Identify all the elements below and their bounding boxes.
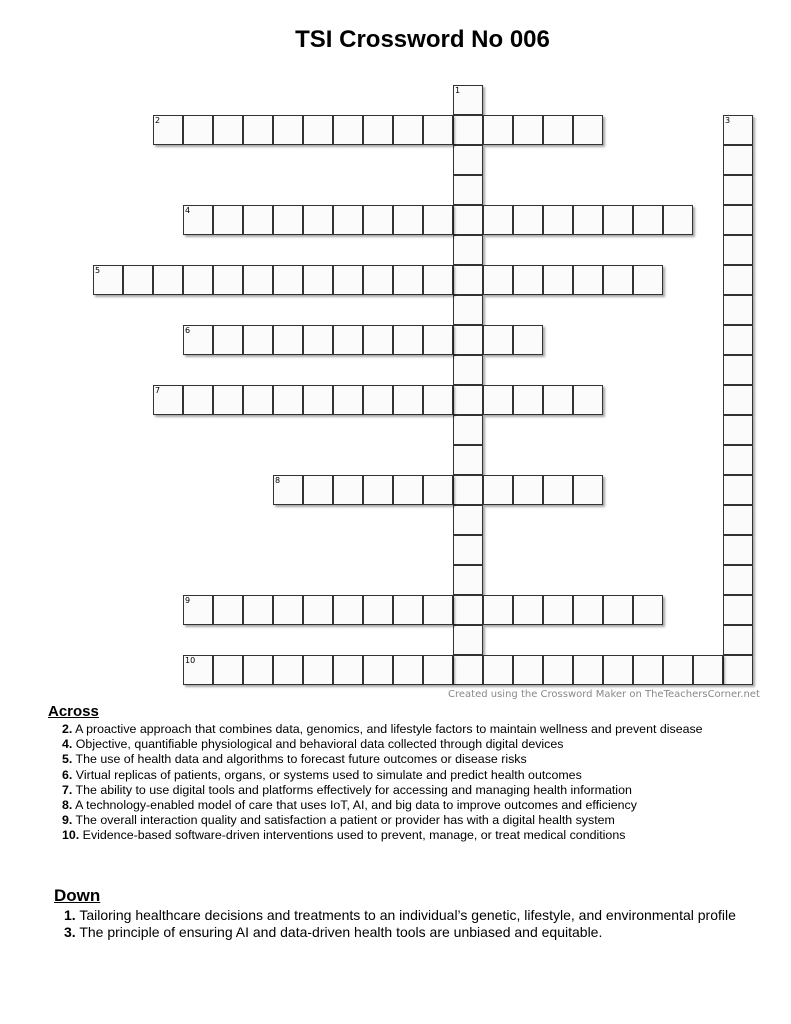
grid-cell[interactable] [723,385,753,415]
grid-cell[interactable] [273,655,303,685]
crossword-grid [93,85,757,687]
grid-cell[interactable] [603,265,633,295]
grid-cell[interactable] [663,655,693,685]
clue-number: 1. [64,907,76,923]
grid-cell[interactable] [513,265,543,295]
grid-cell[interactable] [513,385,543,415]
clue-number-label: 6 [185,326,191,335]
grid-cell[interactable] [423,325,453,355]
grid-cell[interactable] [213,385,243,415]
grid-cell[interactable] [273,205,303,235]
clue-text: A proactive approach that combines data, genomics, and lifestyle factors to maintain wellness and prevent disease [72,722,703,736]
grid-cell[interactable] [483,385,513,415]
clue-number-label: 7 [155,386,161,395]
grid-cell[interactable] [453,355,483,385]
clue-number-label: 1 [455,86,461,95]
grid-cell[interactable] [303,265,333,295]
clue-number: 4. [62,737,73,752]
grid-cell[interactable] [483,595,513,625]
grid-cell[interactable] [453,595,483,625]
grid-cell[interactable] [243,385,273,415]
grid-cell[interactable] [453,535,483,565]
grid-cell[interactable] [363,655,393,685]
grid-cell[interactable] [723,595,753,625]
grid-cell[interactable] [273,475,303,505]
grid-cell[interactable] [543,115,573,145]
grid-cell[interactable] [273,595,303,625]
down-heading: Down [54,886,101,905]
grid-cell[interactable] [513,475,543,505]
grid-cell[interactable] [543,595,573,625]
grid-cell[interactable] [723,175,753,205]
grid-cell[interactable] [723,325,753,355]
clue-down-3 [66,924,746,941]
grid-cell[interactable] [453,85,483,115]
grid-cell[interactable] [273,385,303,415]
grid-cell[interactable] [363,325,393,355]
grid-cell[interactable] [423,265,453,295]
grid-cell[interactable] [393,115,423,145]
grid-cell[interactable] [723,355,753,385]
down-clue-list [66,907,746,940]
grid-cell[interactable] [513,205,543,235]
grid-cell[interactable] [453,385,483,415]
grid-cell[interactable] [483,205,513,235]
grid-cell[interactable] [333,115,363,145]
grid-cell[interactable] [543,475,573,505]
grid-cell[interactable] [213,115,243,145]
grid-cell[interactable] [363,595,393,625]
across-heading: Across [48,703,99,720]
clue-text: Evidence-based software-driven interventions used to prevent, manage, or treat medical conditions [79,828,626,843]
grid-cell[interactable] [303,115,333,145]
grid-cell[interactable] [543,265,573,295]
grid-cell[interactable] [453,205,483,235]
clue-text: The principle of ensuring AI and data-driven health tools are unbiased and equitable. [75,923,603,940]
grid-cell[interactable] [453,235,483,265]
grid-cell[interactable] [303,595,333,625]
grid-cell[interactable] [543,655,573,685]
grid-cell[interactable] [603,205,633,235]
grid-cell[interactable] [723,655,753,685]
grid-cell[interactable] [363,205,393,235]
grid-cell[interactable] [723,145,753,175]
grid-cell[interactable] [243,325,273,355]
grid-cell[interactable] [243,205,273,235]
clue-text: A technology-enabled model of care that uses IoT, AI, and big data to improve outcomes and efficiency [72,798,637,813]
grid-cell[interactable] [573,655,603,685]
grid-cell[interactable] [723,445,753,475]
credit-text: Created using the Crossword Maker on TheTeachersCorner.net [448,689,760,700]
grid-cell[interactable] [513,655,543,685]
grid-cell[interactable] [243,595,273,625]
grid-cell[interactable] [243,115,273,145]
grid-cell[interactable] [153,265,183,295]
grid-cell[interactable] [633,205,663,235]
clue-number: 7. [62,782,73,797]
clue-text: The use of health data and algorithms to forecast future outcomes or disease risks [72,752,527,767]
clue-number: 5. [62,752,73,767]
grid-cell[interactable] [633,595,663,625]
grid-cell[interactable] [333,595,363,625]
clue-across-7 [62,783,742,798]
grid-cell[interactable] [543,205,573,235]
grid-cell[interactable] [213,265,243,295]
grid-cell[interactable] [393,655,423,685]
grid-cell[interactable] [363,385,393,415]
grid-cell[interactable] [273,115,303,145]
grid-cell[interactable] [363,475,393,505]
grid-cell[interactable] [453,295,483,325]
clue-text: The overall interaction quality and satisfaction a patient or provider has with a digital health system [72,813,615,828]
grid-cell[interactable] [453,505,483,535]
grid-cell[interactable] [303,655,333,685]
clue-text: Tailoring healthcare decisions and treatments to an individual’s genetic, lifestyle, and environmental profile [75,907,736,923]
grid-cell[interactable] [153,115,183,145]
grid-cell[interactable] [453,145,483,175]
grid-cell[interactable] [393,595,423,625]
grid-cell[interactable] [243,265,273,295]
grid-cell[interactable] [453,115,483,145]
grid-cell[interactable] [213,205,243,235]
clue-number-label: 3 [725,116,731,125]
grid-cell[interactable] [393,475,423,505]
grid-cell[interactable] [453,625,483,655]
grid-cell[interactable] [483,325,513,355]
grid-cell[interactable] [333,265,363,295]
grid-cell[interactable] [423,475,453,505]
clue-number-label: 9 [185,596,191,605]
grid-cell[interactable] [183,655,213,685]
grid-cell[interactable] [543,385,573,415]
grid-cell[interactable] [393,385,423,415]
grid-cell[interactable] [213,655,243,685]
grid-cell[interactable] [513,325,543,355]
clue-across-5 [62,752,742,767]
grid-cell[interactable] [183,325,213,355]
clue-number: 8. [62,798,73,813]
clue-number-label: 8 [275,476,281,485]
grid-cell[interactable] [723,205,753,235]
grid-cell[interactable] [723,235,753,265]
grid-cell[interactable] [723,475,753,505]
grid-cell[interactable] [183,115,213,145]
grid-cell[interactable] [723,295,753,325]
grid-cell[interactable] [333,475,363,505]
grid-cell[interactable] [723,565,753,595]
clue-across-6 [62,768,742,783]
grid-cell[interactable] [723,505,753,535]
grid-cell[interactable] [333,385,363,415]
grid-cell[interactable] [303,475,333,505]
clue-number: 10. [62,828,80,843]
clue-across-10 [62,828,742,843]
grid-cell[interactable] [453,565,483,595]
grid-cell[interactable] [633,655,663,685]
grid-cell[interactable] [453,415,483,445]
clue-text: Objective, quantifiable physiological and behavioral data collected through digital devices [72,737,564,752]
clue-across-2 [62,722,742,737]
clue-number: 2. [62,722,73,736]
grid-cell[interactable] [183,265,213,295]
grid-cell[interactable] [573,265,603,295]
grid-cell[interactable] [183,385,213,415]
clue-number: 3. [64,923,76,940]
grid-cell[interactable] [183,205,213,235]
clue-number-label: 5 [95,266,101,275]
grid-cell[interactable] [423,385,453,415]
grid-cell[interactable] [243,655,273,685]
grid-cell[interactable] [513,595,543,625]
grid-cell[interactable] [453,175,483,205]
clue-number-label: 4 [185,206,191,215]
grid-cell[interactable] [123,265,153,295]
grid-cell[interactable] [723,625,753,655]
grid-cell[interactable] [723,265,753,295]
grid-cell[interactable] [333,325,363,355]
grid-cell[interactable] [393,325,423,355]
grid-cell[interactable] [483,115,513,145]
grid-cell[interactable] [663,205,693,235]
grid-cell[interactable] [513,115,543,145]
grid-cell[interactable] [303,205,333,235]
grid-cell[interactable] [333,655,363,685]
grid-cell[interactable] [333,205,363,235]
grid-cell[interactable] [453,655,483,685]
grid-cell[interactable] [213,595,243,625]
grid-cell[interactable] [453,325,483,355]
grid-cell[interactable] [363,115,393,145]
clue-number: 9. [62,813,73,828]
clue-text: Virtual replicas of patients, organs, or systems used to simulate and predict health outcomes [72,767,582,782]
grid-cell[interactable] [423,205,453,235]
grid-cell[interactable] [453,265,483,295]
clue-across-8 [62,798,742,813]
grid-cell[interactable] [303,325,333,355]
across-clue-list [62,722,742,844]
clue-across-4 [62,737,742,752]
page-title: TSI Crossword No 006 [295,26,550,53]
grid-cell[interactable] [603,595,633,625]
grid-cell[interactable] [453,475,483,505]
grid-cell[interactable] [273,265,303,295]
grid-cell[interactable] [603,655,633,685]
grid-cell[interactable] [573,115,603,145]
grid-cell[interactable] [93,265,123,295]
grid-cell[interactable] [183,595,213,625]
grid-cell[interactable] [483,265,513,295]
grid-cell[interactable] [573,475,603,505]
grid-cell[interactable] [423,595,453,625]
grid-cell[interactable] [693,655,723,685]
grid-cell[interactable] [723,115,753,145]
clue-across-9 [62,813,742,828]
clue-number-label: 2 [155,116,161,125]
grid-cell[interactable] [393,205,423,235]
grid-cell[interactable] [273,325,303,355]
grid-cell[interactable] [393,265,423,295]
grid-cell[interactable] [423,655,453,685]
grid-cell[interactable] [573,205,603,235]
clue-down-1 [66,907,746,924]
grid-cell[interactable] [363,265,393,295]
clue-number-label: 10 [185,656,196,665]
grid-cell[interactable] [573,385,603,415]
grid-cell[interactable] [483,655,513,685]
grid-cell[interactable] [723,535,753,565]
clue-text: The ability to use digital tools and platforms effectively for accessing and managing health information [72,782,632,797]
grid-cell[interactable] [303,385,333,415]
grid-cell[interactable] [483,475,513,505]
grid-cell[interactable] [153,385,183,415]
grid-cell[interactable] [633,265,663,295]
grid-cell[interactable] [213,325,243,355]
grid-cell[interactable] [723,415,753,445]
grid-cell[interactable] [453,445,483,475]
grid-cell[interactable] [573,595,603,625]
grid-cell[interactable] [423,115,453,145]
clue-number: 6. [62,767,73,782]
